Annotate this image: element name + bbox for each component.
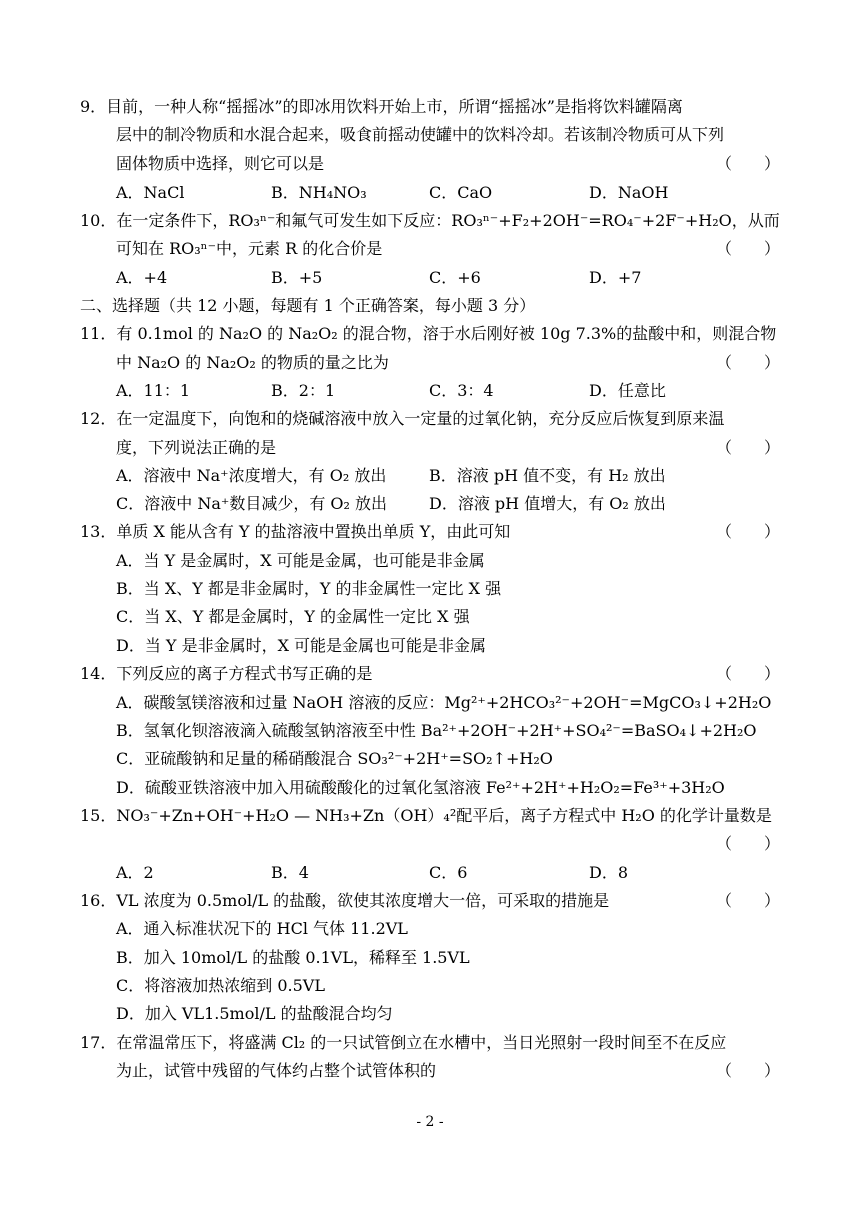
option-b: B．NH₄NO₃: [271, 183, 367, 202]
q13-option-d: [116, 632, 780, 660]
option-b: B．4: [271, 863, 309, 882]
q10-text: 可知在 RO₃ⁿ⁻中，元素 R 的化合价是: [116, 239, 383, 258]
option-c: C．将溶液加热浓缩到 0.5VL: [116, 976, 325, 995]
q14-option-c: [116, 745, 780, 773]
answer-blank: （ ）: [715, 522, 780, 541]
q15-text: 15．NO₃⁻+Zn+OH⁻+H₂O — NH₃+Zn（OH）₄²配平后，离子方程式中 H₂O 的化学计量数是: [80, 806, 772, 825]
q17-line-2: [116, 1057, 780, 1085]
option-d: D．NaOH: [589, 183, 669, 202]
answer-blank: （ ）: [715, 154, 780, 173]
option-b: B．溶液 pH 值不变，有 H₂ 放出: [429, 466, 666, 485]
q11-options: [116, 377, 780, 405]
option-c: C．当 X、Y 都是金属时，Y 的金属性一定比 X 强: [116, 607, 470, 626]
option-a: A．溶液中 Na⁺浓度增大，有 O₂ 放出: [116, 466, 387, 485]
q12-line-1: [80, 405, 780, 433]
q16-option-b: [116, 944, 780, 972]
option-d: D．+7: [589, 268, 642, 287]
answer-blank: （ ）: [715, 891, 780, 910]
section-title: 二、选择题（共 12 小题，每题有 1 个正确答案，每小题 3 分）: [80, 296, 536, 315]
answer-blank: （ ）: [715, 664, 780, 683]
option-b: B．氢氧化钡溶液滴入硫酸氢钠溶液至中性 Ba²⁺+2OH⁻+2H⁺+SO₄²⁻=BaSO₄↓+2H₂O: [116, 721, 757, 740]
q15-paren-line: [116, 830, 780, 858]
q15-line-1: [80, 802, 780, 830]
q9-line-3: [116, 150, 780, 178]
q11-line-1: [80, 320, 780, 348]
q14-text: 14．下列反应的离子方程式书写正确的是: [80, 664, 373, 683]
q13-option-a: [116, 547, 780, 575]
q9-text: 9．目前，一种人称“摇摇冰”的即冰用饮料开始上市，所谓“摇摇冰”是指将饮料罐隔离: [80, 97, 683, 116]
option-a: A．通入标准状况下的 HCl 气体 11.2VL: [116, 919, 408, 938]
option-a: A．NaCl: [116, 183, 185, 202]
q10-text: 10．在一定条件下，RO₃ⁿ⁻和氟气可发生如下反应：RO₃ⁿ⁻+F₂+2OH⁻=RO₄⁻+2F⁻+H₂O，从而: [80, 211, 780, 230]
q16-option-c: [116, 972, 780, 1000]
option-a: A．2: [116, 863, 154, 882]
q10-options: [116, 264, 780, 292]
q12-text: 度，下列说法正确的是: [116, 438, 277, 457]
q14-option-d: [116, 774, 780, 802]
q10-line-2: [116, 235, 780, 263]
option-c: C．6: [429, 863, 468, 882]
q16-option-a: [116, 915, 780, 943]
q9-text: 固体物质中选择，则它可以是: [116, 154, 325, 173]
q12-text: 12．在一定温度下，向饱和的烧碱溶液中放入一定量的过氧化钠，充分反应后恢复到原来温: [80, 409, 725, 428]
q14-line-1: [80, 660, 780, 688]
q15-options: [116, 859, 780, 887]
option-d: D．硫酸亚铁溶液中加入用硫酸酸化的过氧化氢溶液 Fe²⁺+2H⁺+H₂O₂=Fe³⁺+3H₂O: [116, 778, 725, 797]
q17-text: 17．在常温常压下，将盛满 Cl₂ 的一只试管倒立在水槽中，当日光照射一段时间至不在反应: [80, 1033, 727, 1052]
option-b: B．2：1: [271, 381, 336, 400]
answer-blank: （ ）: [715, 834, 780, 853]
option-a: A．当 Y 是金属时，X 可能是金属，也可能是非金属: [116, 551, 485, 570]
q16-text: 16．VL 浓度为 0.5mol/L 的盐酸，欲使其浓度增大一倍，可采取的措施是: [80, 891, 610, 910]
section-heading: [80, 292, 780, 320]
option-d: D．溶液 pH 值增大，有 O₂ 放出: [429, 494, 666, 513]
q9-options: [116, 179, 780, 207]
option-c: C．亚硫酸钠和足量的稀硝酸混合 SO₃²⁻+2H⁺=SO₂↑+H₂O: [116, 749, 553, 768]
option-d: D．8: [589, 863, 629, 882]
option-b: B．加入 10mol/L 的盐酸 0.1VL，稀释至 1.5VL: [116, 948, 470, 967]
q10-line-1: [80, 207, 780, 235]
option-c: C．CaO: [429, 183, 493, 202]
q9-line-2: [116, 121, 780, 149]
q12-options-ab: [116, 462, 780, 490]
q9-line-1: [80, 93, 780, 121]
option-c: C．+6: [429, 268, 481, 287]
answer-blank: （ ）: [715, 1061, 780, 1080]
q11-text: 中 Na₂O 的 Na₂O₂ 的物质的量之比为: [116, 353, 389, 372]
option-c: C．3：4: [429, 381, 494, 400]
option-d: D．当 Y 是非金属时，X 可能是金属也可能是非金属: [116, 636, 487, 655]
option-a: A．+4: [116, 268, 168, 287]
q13-option-b: [116, 575, 780, 603]
q13-line-1: [80, 518, 780, 546]
q14-option-a: [116, 689, 780, 717]
q14-option-b: [116, 717, 780, 745]
answer-blank: （ ）: [715, 353, 780, 372]
option-d: D．任意比: [589, 381, 666, 400]
q11-line-2: [116, 349, 780, 377]
option-b: B．+5: [271, 268, 323, 287]
answer-blank: （ ）: [715, 239, 780, 258]
q12-line-2: [116, 434, 780, 462]
option-d: D．加入 VL1.5mol/L 的盐酸混合均匀: [116, 1004, 393, 1023]
option-a: A．11：1: [116, 381, 191, 400]
answer-blank: （ ）: [715, 438, 780, 457]
q9-text: 层中的制冷物质和水混合起来，吸食前摇动使罐中的饮料冷却。若该制冷物质可从下列: [116, 125, 725, 144]
option-a: A．碳酸氢镁溶液和过量 NaOH 溶液的反应：Mg²⁺+2HCO₃²⁻+2OH⁻=MgCO₃↓+2H₂O: [116, 693, 772, 712]
page-number: - 2 -: [416, 1114, 444, 1130]
q17-line-1: [80, 1029, 780, 1057]
q12-options-cd: [116, 490, 780, 518]
q16-line-1: [80, 887, 780, 915]
q17-text: 为止，试管中残留的气体约占整个试管体积的: [116, 1061, 437, 1080]
option-b: B．当 X、Y 都是非金属时，Y 的非金属性一定比 X 强: [116, 579, 502, 598]
option-c: C．溶液中 Na⁺数目减少，有 O₂ 放出: [116, 494, 388, 513]
q16-option-d: [116, 1000, 780, 1028]
q13-text: 13．单质 X 能从含有 Y 的盐溶液中置换出单质 Y，由此可知: [80, 522, 511, 541]
q11-text: 11．有 0.1mol 的 Na₂O 的 Na₂O₂ 的混合物，溶于水后刚好被 10g 7.3%的盐酸中和，则混合物: [80, 324, 777, 343]
q13-option-c: [116, 603, 780, 631]
